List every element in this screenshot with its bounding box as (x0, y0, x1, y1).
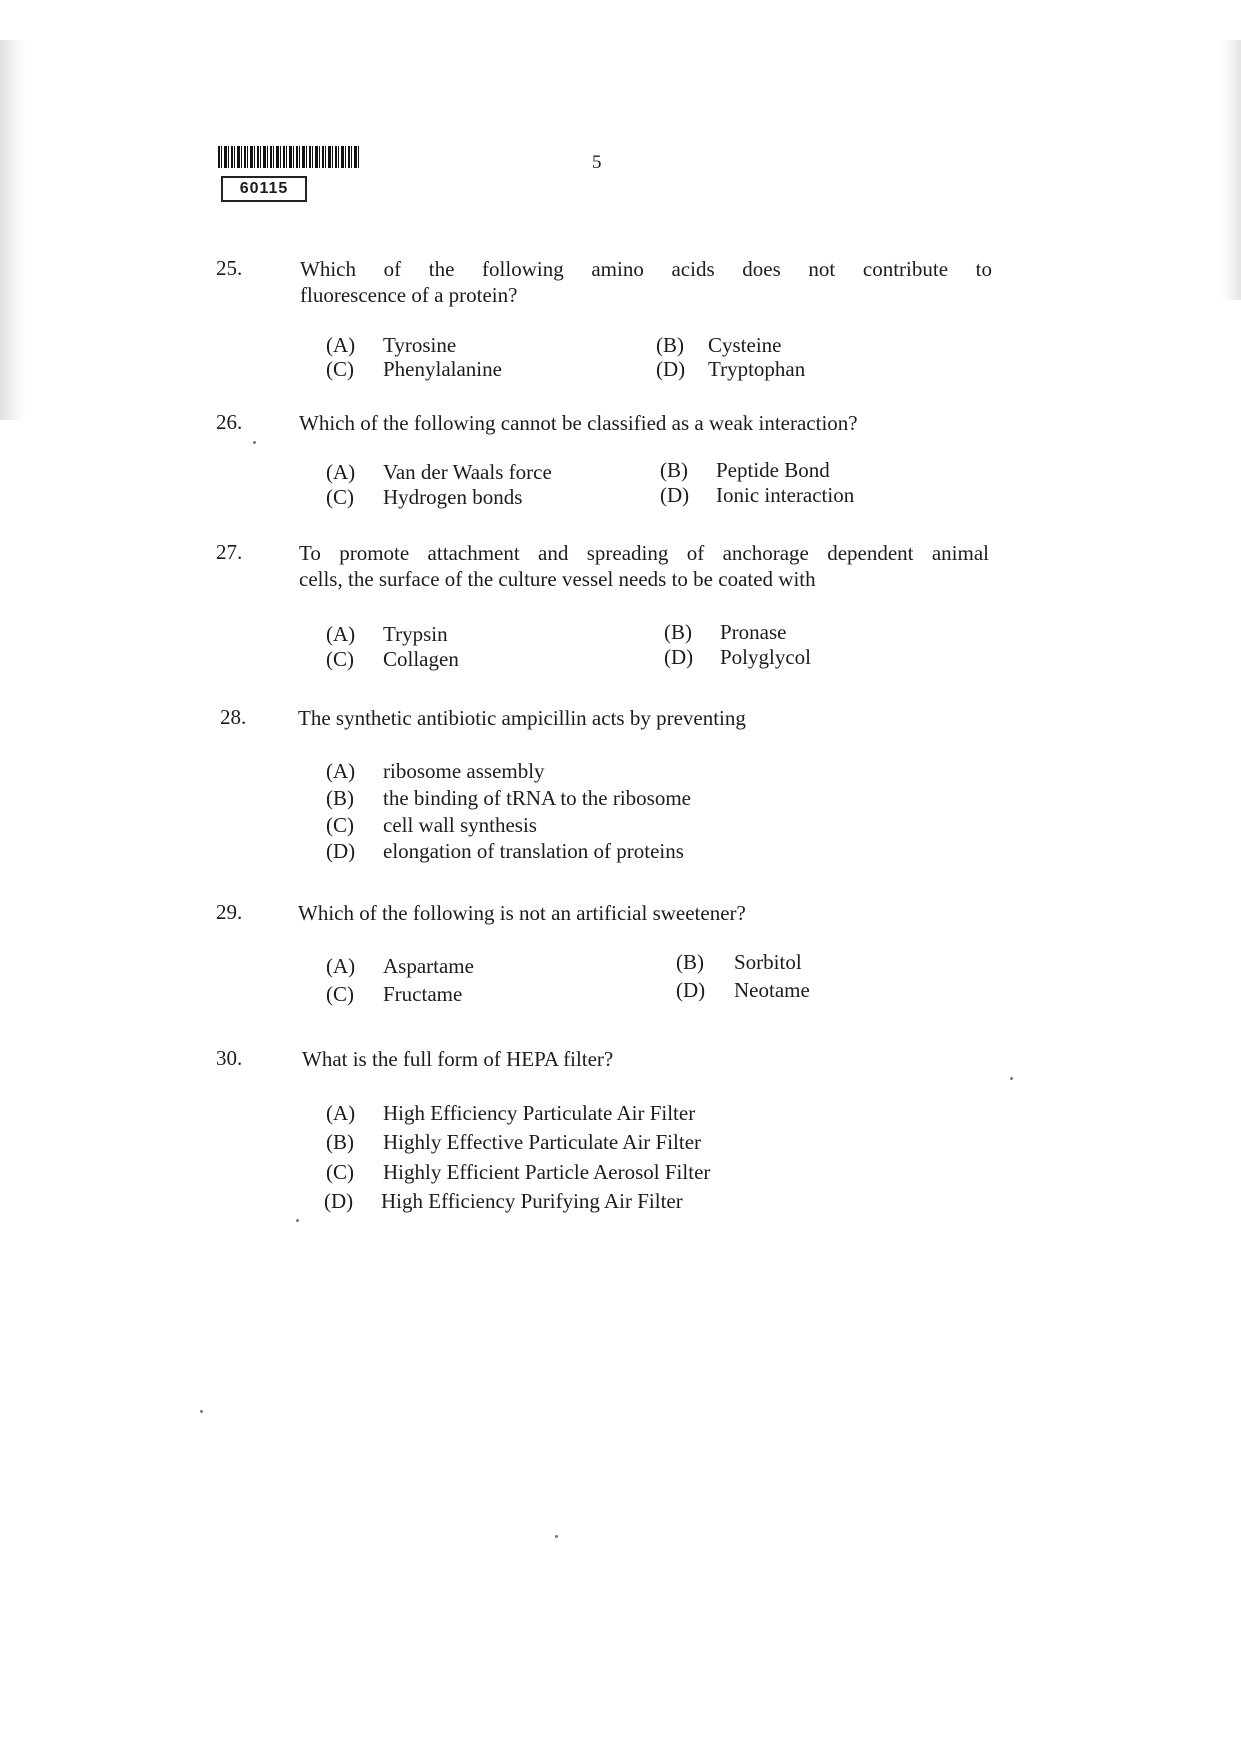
option-a: (A) ribosome assembly (326, 759, 545, 783)
question-text (298, 900, 990, 926)
question-text (302, 1046, 994, 1072)
option-c: (C) cell wall synthesis (326, 813, 537, 837)
question-number: 29. (216, 900, 243, 924)
option-d: (D) Polyglycol (664, 645, 812, 669)
option-a: (A) Trypsin (326, 622, 448, 646)
option-c: (C) Highly Efficient Particle Aerosol Filter (326, 1160, 711, 1184)
option-b: (B) the binding of tRNA to the ribosome (326, 786, 691, 810)
question-text-line: To promote attachment and spreading of anchorage dependent animal (299, 541, 989, 565)
question-number: 27. (216, 540, 243, 564)
question-text (298, 705, 990, 731)
scan-speck (296, 1219, 299, 1222)
question-number: 26. (216, 410, 243, 434)
scan-speck (1010, 1077, 1013, 1080)
option-a: (A) Van der Waals force (326, 460, 552, 484)
question-text-line: Which of the following amino acids does not contribute to (300, 257, 992, 281)
scan-speck (200, 1410, 203, 1413)
question-text-line: The synthetic antibiotic ampicillin acts by preventing (298, 706, 746, 730)
question-text-line: Which of the following is not an artificial sweetener? (298, 901, 746, 925)
option-a: (A) Aspartame (326, 954, 474, 978)
scan-speck (253, 441, 256, 444)
question-text-line: What is the full form of HEPA filter? (302, 1047, 614, 1071)
option-b: (B) Sorbitol (676, 950, 802, 974)
option-d: (D) Ionic interaction (660, 483, 855, 507)
question-number: 28. (220, 705, 247, 729)
option-c: (C) Phenylalanine (326, 357, 502, 381)
option-c: (C) Collagen (326, 647, 459, 671)
scan-edge-right (1221, 40, 1241, 300)
paper-code: 60115 (221, 176, 307, 202)
option-d: (D) High Efficiency Purifying Air Filter (324, 1189, 683, 1213)
question-text (300, 256, 992, 308)
option-b: (B) Cysteine (656, 333, 782, 357)
option-a: (A) High Efficiency Particulate Air Filter (326, 1101, 696, 1125)
option-d: (D) Tryptophan (656, 357, 806, 381)
barcode (218, 146, 360, 168)
question-text-line: Which of the following cannot be classified as a weak interaction? (299, 411, 858, 435)
option-a: (A) Tyrosine (326, 333, 457, 357)
option-c: (C) Hydrogen bonds (326, 485, 523, 509)
question-number: 25. (216, 256, 243, 280)
question-text-line: cells, the surface of the culture vessel needs to be coated with (299, 567, 816, 591)
option-b: (B) Pronase (664, 620, 787, 644)
question-number: 30. (216, 1046, 243, 1070)
question-text (299, 540, 989, 592)
question-text-line: fluorescence of a protein? (300, 283, 518, 307)
scan-edge-left (0, 40, 26, 420)
option-d: (D) Neotame (676, 978, 810, 1002)
scan-speck (555, 1535, 558, 1538)
option-b: (B) Peptide Bond (660, 458, 830, 482)
option-c: (C) Fructame (326, 982, 463, 1006)
option-d: (D) elongation of translation of proteins (326, 839, 684, 863)
question-text (299, 410, 991, 436)
page-number: 5 (592, 152, 602, 173)
option-b: (B) Highly Effective Particulate Air Filter (326, 1130, 702, 1154)
